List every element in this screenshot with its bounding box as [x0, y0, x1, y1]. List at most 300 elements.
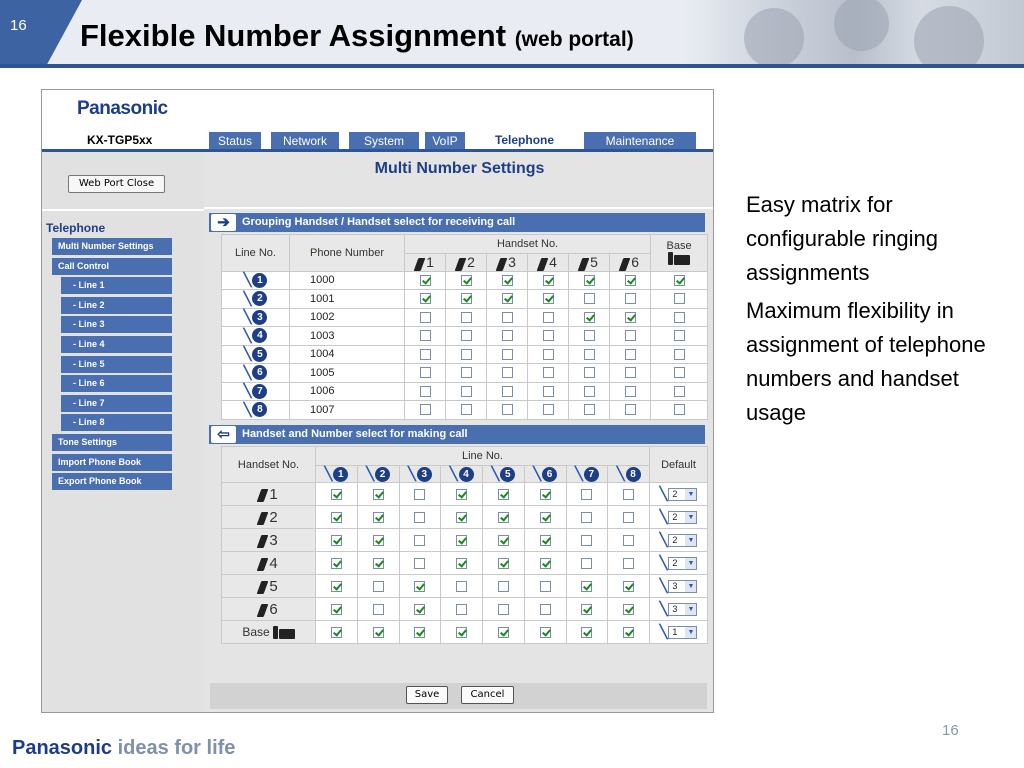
sidebar-item[interactable]: Tone Settings	[52, 434, 172, 451]
handset-checkbox[interactable]	[502, 386, 513, 397]
check-cell	[487, 401, 528, 420]
check-cell	[446, 401, 487, 420]
base-station-icon	[273, 626, 295, 639]
line-checkbox[interactable]	[581, 512, 592, 523]
phone-hook-icon: ╲	[243, 327, 252, 343]
check-cell	[357, 552, 399, 575]
handset-checkbox[interactable]	[584, 349, 595, 360]
phone-hook-icon: ╲	[243, 272, 252, 288]
handset-column-header	[610, 254, 651, 272]
save-button[interactable]: Save	[406, 686, 448, 704]
line-checkbox[interactable]	[581, 489, 592, 500]
handset-checkbox[interactable]	[420, 367, 431, 378]
web-port-close-button[interactable]: Web Port Close	[68, 175, 165, 193]
check-cell	[399, 529, 441, 552]
check-cell	[528, 271, 569, 290]
check-cell	[566, 529, 608, 552]
handset-checkbox[interactable]	[584, 312, 595, 323]
line-checkbox[interactable]	[373, 558, 384, 569]
default-line-value: 2	[672, 557, 678, 568]
handset-icon	[257, 558, 269, 571]
line-number-badge: 1	[333, 467, 348, 482]
handset-checkbox[interactable]	[420, 404, 431, 415]
handset-checkbox[interactable]	[625, 367, 636, 378]
making-table	[221, 446, 708, 644]
handset-column-header	[405, 254, 446, 272]
table-row	[222, 382, 708, 401]
handset-checkbox[interactable]	[502, 349, 513, 360]
col-header-line-no: Line No.	[316, 447, 650, 466]
line-checkbox[interactable]	[331, 512, 342, 523]
sidebar-item[interactable]: - Line 7	[61, 395, 172, 412]
line-checkbox[interactable]	[373, 604, 384, 615]
line-checkbox[interactable]	[373, 627, 384, 638]
line-checkbox[interactable]	[456, 581, 467, 592]
default-line-select[interactable]	[668, 580, 697, 593]
line-checkbox[interactable]	[414, 512, 425, 523]
handset-number: 6	[631, 254, 639, 270]
default-cell	[650, 529, 708, 552]
handset-checkbox[interactable]	[502, 312, 513, 323]
tab-voip[interactable]: VoIP	[425, 132, 465, 150]
line-checkbox[interactable]	[581, 581, 592, 592]
check-cell	[405, 382, 446, 401]
line-checkbox[interactable]	[456, 604, 467, 615]
line-number-badge: 3	[417, 467, 432, 482]
phone-hook-icon: ╲	[659, 578, 668, 593]
base-checkbox[interactable]	[674, 293, 685, 304]
base-checkbox[interactable]	[674, 367, 685, 378]
phone-number-cell: 1003	[290, 327, 405, 346]
default-line-select[interactable]	[668, 557, 697, 570]
handset-checkbox[interactable]	[543, 349, 554, 360]
check-cell	[528, 308, 569, 327]
col-header-base	[651, 235, 708, 272]
sidebar-item[interactable]: - Line 3	[61, 316, 172, 333]
phone-hook-icon: ╲	[407, 466, 416, 481]
check-cell	[446, 290, 487, 309]
handset-checkbox[interactable]	[461, 275, 472, 286]
handset-label: 1	[269, 485, 278, 503]
default-line-select[interactable]	[668, 488, 697, 501]
handset-checkbox[interactable]	[584, 330, 595, 341]
phone-hook-icon: ╲	[366, 466, 375, 481]
phone-hook-icon: ╲	[659, 532, 668, 547]
line-checkbox[interactable]	[414, 581, 425, 592]
check-cell	[569, 308, 610, 327]
line-checkbox[interactable]	[456, 558, 467, 569]
handset-label: 2	[269, 508, 278, 526]
table-row	[222, 290, 708, 309]
table-row	[222, 271, 708, 290]
phone-number-cell: 1007	[290, 401, 405, 420]
base-checkbox[interactable]	[674, 404, 685, 415]
handset-checkbox[interactable]	[461, 330, 472, 341]
check-cell	[483, 529, 525, 552]
check-cell	[487, 327, 528, 346]
line-number-badge: 7	[252, 384, 267, 399]
line-checkbox[interactable]	[623, 627, 634, 638]
col-header-default: Default	[650, 447, 708, 483]
sidebar-item[interactable]: Multi Number Settings	[52, 238, 172, 255]
check-cell	[487, 382, 528, 401]
check-cell	[399, 552, 441, 575]
handset-checkbox[interactable]	[502, 330, 513, 341]
tab-telephone[interactable]: Telephone	[471, 129, 578, 148]
line-icon	[243, 290, 268, 306]
line-number-badge: 5	[252, 347, 267, 362]
line-column-header	[316, 466, 358, 483]
default-line-select[interactable]	[668, 626, 697, 639]
handset-checkbox[interactable]	[461, 367, 472, 378]
check-cell	[651, 308, 708, 327]
handset-checkbox[interactable]	[625, 404, 636, 415]
check-cell	[405, 308, 446, 327]
line-checkbox[interactable]	[331, 558, 342, 569]
line-checkbox[interactable]	[623, 604, 634, 615]
phone-hook-icon: ╲	[533, 466, 542, 481]
check-cell	[566, 506, 608, 529]
check-cell	[446, 345, 487, 364]
line-number-badge: 6	[542, 467, 557, 482]
handset-checkbox[interactable]	[543, 293, 554, 304]
line-checkbox[interactable]	[581, 627, 592, 638]
col-header-line-no: Line No.	[222, 235, 290, 272]
check-cell	[651, 382, 708, 401]
handset-checkbox[interactable]	[461, 293, 472, 304]
default-line-select[interactable]	[668, 603, 697, 616]
handset-icon	[257, 535, 269, 548]
check-cell	[405, 290, 446, 309]
grouping-section-header	[209, 213, 705, 232]
handset-checkbox[interactable]	[584, 275, 595, 286]
handset-checkbox[interactable]	[584, 404, 595, 415]
line-checkbox[interactable]	[540, 627, 551, 638]
line-checkbox[interactable]	[456, 512, 467, 523]
check-cell	[569, 364, 610, 383]
check-cell	[651, 401, 708, 420]
check-cell	[316, 552, 358, 575]
line-number-badge: 8	[626, 467, 641, 482]
handset-checkbox[interactable]	[625, 312, 636, 323]
tab-status[interactable]: Status	[209, 132, 261, 150]
panasonic-logo: Panasonic	[77, 98, 168, 119]
default-line-select[interactable]	[668, 534, 697, 547]
handset-icon	[578, 258, 590, 271]
slide-title-suffix: (web portal)	[514, 28, 634, 51]
line-checkbox[interactable]	[623, 512, 634, 523]
handset-checkbox[interactable]	[543, 404, 554, 415]
default-line-value: 2	[672, 488, 678, 499]
line-checkbox[interactable]	[540, 535, 551, 546]
check-cell	[608, 529, 650, 552]
base-checkbox[interactable]	[674, 386, 685, 397]
handset-checkbox[interactable]	[625, 275, 636, 286]
check-cell	[399, 621, 441, 644]
table-row	[222, 621, 708, 644]
line-checkbox[interactable]	[331, 604, 342, 615]
line-checkbox[interactable]	[498, 627, 509, 638]
line-checkbox[interactable]	[373, 512, 384, 523]
check-cell	[316, 483, 358, 506]
check-cell	[487, 345, 528, 364]
check-cell	[569, 271, 610, 290]
check-cell	[487, 271, 528, 290]
line-checkbox[interactable]	[373, 581, 384, 592]
sidebar-item[interactable]: - Line 6	[61, 375, 172, 392]
handset-checkbox[interactable]	[502, 367, 513, 378]
main-divider	[204, 207, 714, 209]
handset-number: 5	[590, 254, 598, 270]
main-content	[204, 152, 714, 713]
line-number-badge: 3	[252, 310, 267, 325]
slide-number-top: 16	[10, 17, 27, 34]
check-cell	[608, 575, 650, 598]
line-icon	[617, 468, 641, 480]
tab-network[interactable]: Network	[271, 132, 339, 150]
handset-checkbox[interactable]	[584, 386, 595, 397]
line-checkbox[interactable]	[540, 604, 551, 615]
tab-system[interactable]: System	[349, 132, 419, 150]
handset-checkbox[interactable]	[625, 293, 636, 304]
check-cell	[566, 552, 608, 575]
line-checkbox[interactable]	[623, 535, 634, 546]
check-cell	[405, 327, 446, 346]
check-cell	[608, 483, 650, 506]
page-title: Multi Number Settings	[374, 160, 545, 177]
check-cell	[483, 621, 525, 644]
phone-hook-icon: ╲	[243, 290, 252, 306]
tab-maintenance[interactable]: Maintenance	[584, 132, 696, 150]
line-checkbox[interactable]	[498, 581, 509, 592]
handset-checkbox[interactable]	[420, 330, 431, 341]
handset-cell	[222, 483, 316, 506]
line-checkbox[interactable]	[540, 512, 551, 523]
line-icon	[575, 468, 599, 480]
table-row	[222, 575, 708, 598]
check-cell	[441, 529, 483, 552]
line-cell	[222, 290, 290, 309]
line-checkbox[interactable]	[498, 558, 509, 569]
header-accent	[0, 0, 82, 68]
line-checkbox[interactable]	[414, 558, 425, 569]
handset-icon	[455, 258, 467, 271]
handset-checkbox[interactable]	[461, 349, 472, 360]
line-icon	[243, 327, 268, 343]
check-cell	[610, 364, 651, 383]
table-row	[222, 345, 708, 364]
handset-checkbox[interactable]	[543, 330, 554, 341]
handset-cell	[222, 552, 316, 575]
line-checkbox[interactable]	[623, 489, 634, 500]
line-column-header	[608, 466, 650, 483]
line-checkbox[interactable]	[456, 489, 467, 500]
handset-checkbox[interactable]	[420, 275, 431, 286]
handset-checkbox[interactable]	[502, 404, 513, 415]
handset-column-header	[446, 254, 487, 272]
sidebar-item[interactable]: - Line 1	[61, 277, 172, 294]
line-icon	[450, 468, 474, 480]
line-checkbox[interactable]	[414, 604, 425, 615]
line-checkbox[interactable]	[498, 512, 509, 523]
line-checkbox[interactable]	[331, 627, 342, 638]
check-cell	[316, 621, 358, 644]
chevron-down-icon: ▼	[685, 627, 696, 638]
handset-checkbox[interactable]	[625, 386, 636, 397]
check-cell	[357, 575, 399, 598]
line-checkbox[interactable]	[373, 489, 384, 500]
line-checkbox[interactable]	[456, 535, 467, 546]
handset-checkbox[interactable]	[543, 312, 554, 323]
grouping-section-title: Grouping Handset / Handset select for receiving call	[242, 216, 516, 228]
line-checkbox[interactable]	[373, 535, 384, 546]
sidebar-item[interactable]: - Line 5	[61, 356, 172, 373]
base-checkbox[interactable]	[674, 275, 685, 286]
handset-checkbox[interactable]	[502, 275, 513, 286]
line-checkbox[interactable]	[623, 558, 634, 569]
check-cell	[316, 598, 358, 621]
line-checkbox[interactable]	[540, 581, 551, 592]
line-number-badge: 8	[252, 402, 267, 417]
check-cell	[524, 529, 566, 552]
line-icon	[244, 348, 268, 360]
handset-checkbox[interactable]	[625, 349, 636, 360]
check-cell	[487, 308, 528, 327]
check-cell	[441, 621, 483, 644]
check-cell	[610, 327, 651, 346]
handset-checkbox[interactable]	[420, 312, 431, 323]
handset-checkbox[interactable]	[584, 293, 595, 304]
sidebar-item[interactable]: Import Phone Book	[52, 454, 172, 471]
line-icon	[244, 274, 268, 286]
check-cell	[316, 506, 358, 529]
handset-icon	[257, 489, 269, 502]
sidebar-item[interactable]: Export Phone Book	[52, 473, 172, 490]
handset-checkbox[interactable]	[420, 386, 431, 397]
handset-checkbox[interactable]	[420, 349, 431, 360]
handset-checkbox[interactable]	[584, 367, 595, 378]
chevron-down-icon: ▼	[685, 512, 696, 523]
check-cell	[487, 290, 528, 309]
default-line-select[interactable]	[668, 511, 697, 524]
base-checkbox[interactable]	[674, 312, 685, 323]
line-checkbox[interactable]	[498, 604, 509, 615]
grouping-table	[221, 234, 708, 420]
check-cell	[524, 598, 566, 621]
cancel-button[interactable]: Cancel	[461, 686, 514, 704]
line-checkbox[interactable]	[623, 581, 634, 592]
check-cell	[528, 401, 569, 420]
brand-tagline: ideas for life	[117, 737, 236, 759]
line-checkbox[interactable]	[331, 581, 342, 592]
slide-title	[80, 18, 634, 54]
handset-checkbox[interactable]	[502, 293, 513, 304]
table-row	[222, 308, 708, 327]
line-checkbox[interactable]	[331, 535, 342, 546]
handset-icon	[414, 258, 426, 271]
phone-hook-icon: ╲	[659, 509, 668, 524]
handset-label: 6	[269, 600, 278, 618]
brand-logo	[12, 737, 235, 760]
line-checkbox[interactable]	[581, 604, 592, 615]
line-checkbox[interactable]	[414, 489, 425, 500]
check-cell	[405, 364, 446, 383]
handset-checkbox[interactable]	[543, 367, 554, 378]
check-cell	[399, 506, 441, 529]
line-number-badge: 2	[252, 291, 267, 306]
table-row	[222, 364, 708, 383]
sidebar-item[interactable]: - Line 2	[61, 297, 172, 314]
handset-checkbox[interactable]	[461, 404, 472, 415]
base-label: Base	[666, 240, 692, 253]
check-cell	[610, 271, 651, 290]
handset-checkbox[interactable]	[625, 330, 636, 341]
check-cell	[441, 552, 483, 575]
slide-title-text: Flexible Number Assignment	[80, 18, 507, 53]
handset-checkbox[interactable]	[543, 386, 554, 397]
line-cell	[222, 308, 290, 327]
sidebar-item[interactable]: - Line 8	[61, 414, 172, 431]
default-cell	[650, 483, 708, 506]
line-checkbox[interactable]	[414, 627, 425, 638]
handset-checkbox[interactable]	[420, 293, 431, 304]
line-checkbox[interactable]	[540, 558, 551, 569]
check-cell	[446, 308, 487, 327]
line-checkbox[interactable]	[456, 627, 467, 638]
handset-cell	[222, 529, 316, 552]
line-number-badge: 1	[252, 273, 267, 288]
arrow-right-icon: ➔	[211, 214, 236, 231]
line-checkbox[interactable]	[581, 535, 592, 546]
handset-icon	[496, 258, 508, 271]
line-icon	[533, 468, 557, 480]
phone-number-cell: 1002	[290, 308, 405, 327]
line-column-header	[566, 466, 608, 483]
handset-checkbox[interactable]	[461, 312, 472, 323]
check-cell	[446, 382, 487, 401]
chevron-down-icon: ▼	[685, 535, 696, 546]
default-cell	[650, 621, 708, 644]
sidebar-item[interactable]: Call Control	[52, 258, 172, 275]
handset-checkbox[interactable]	[461, 386, 472, 397]
line-checkbox[interactable]	[331, 489, 342, 500]
check-cell	[405, 345, 446, 364]
line-checkbox[interactable]	[581, 558, 592, 569]
handset-checkbox[interactable]	[543, 275, 554, 286]
check-cell	[399, 483, 441, 506]
chevron-down-icon: ▼	[685, 604, 696, 615]
line-checkbox[interactable]	[540, 489, 551, 500]
base-checkbox[interactable]	[674, 349, 685, 360]
default-cell	[650, 552, 708, 575]
line-icon	[243, 401, 268, 417]
table-row	[222, 401, 708, 420]
sidebar-item[interactable]: - Line 4	[61, 336, 172, 353]
line-checkbox[interactable]	[414, 535, 425, 546]
line-column-header	[357, 466, 399, 483]
check-cell	[608, 506, 650, 529]
base-checkbox[interactable]	[674, 330, 685, 341]
line-checkbox[interactable]	[498, 535, 509, 546]
handset-cell	[222, 575, 316, 598]
line-number-badge: 2	[375, 467, 390, 482]
check-cell	[528, 345, 569, 364]
check-cell	[528, 382, 569, 401]
check-cell	[651, 271, 708, 290]
line-checkbox[interactable]	[498, 489, 509, 500]
check-cell	[446, 271, 487, 290]
check-cell	[651, 364, 708, 383]
